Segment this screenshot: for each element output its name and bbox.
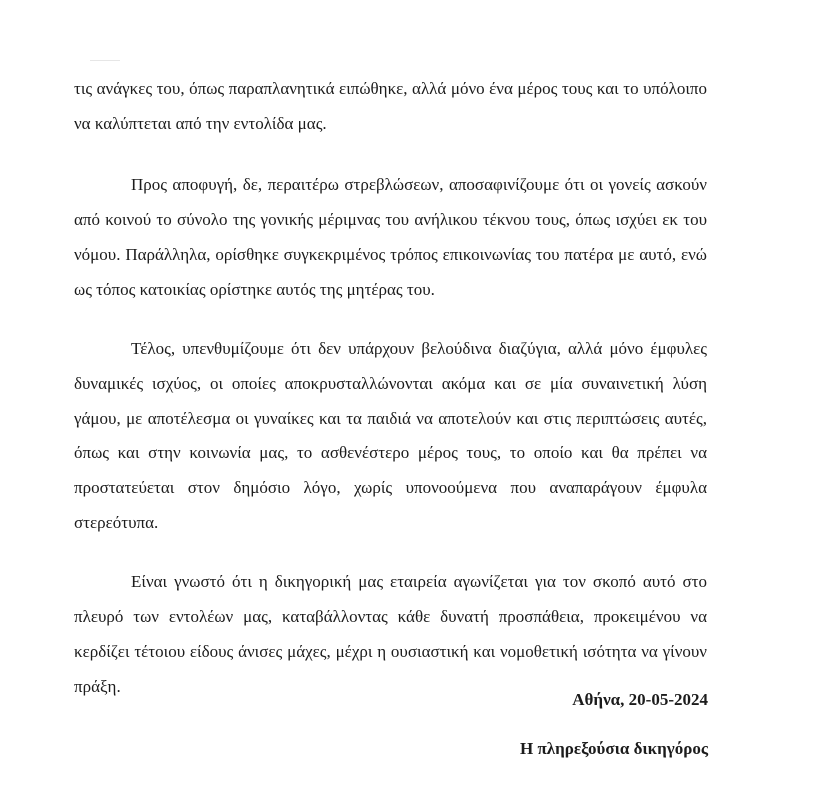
paragraph-law-firm: Είναι γνωστό ότι η δικηγορική μας εταιρεία αγωνίζεται για τον σκοπό αυτό στο πλευρό των εντολέων μας, καταβάλλοντας κάθε δυνατή προσπάθεια, προκειμένου να κερδίζει τέτοιου είδους άνισες μάχες, μέχρι η ουσιαστική και νομοθετική ισότητα να γίνουν πράξη. xyxy=(74,572,707,696)
scan-speck xyxy=(90,60,120,61)
paragraph-parental-care: Προς αποφυγή, δε, περαιτέρω στρεβλώσεων, αποσαφινίζουμε ότι οι γονείς ασκούν από κοινού το σύνολο της γονικής μέριμνας του ανήλικου τέκνου τους, όπως ισχύει εκ του νόμου. Παράλληλα, ορίσθηκε συγκεκριμένος τρόπος επικοινωνίας του πατέρα με αυτό, ενώ ως τόπος κατοικίας ορίστηκε αυτός της μητέρας του. xyxy=(74,175,707,299)
place-date: Αθήνα, 20-05-2024 xyxy=(572,690,708,709)
signatory-title: Η πληρεξούσια δικηγόρος xyxy=(520,739,708,758)
body-text xyxy=(74,72,707,729)
paragraph-continuation: τις ανάγκες του, όπως παραπλανητικά ειπώθηκε, αλλά μόνο ένα μέρος τους και το υπόλοιπο να καλύπτεται από την εντολίδα μας. xyxy=(74,79,707,133)
paragraph-gender-dynamics: Τέλος, υπενθυμίζουμε ότι δεν υπάρχουν βελούδινα διαζύγια, αλλά μόνο έμφυλες δυναμικές ισχύος, οι οποίες αποκρυσταλλώνονται ακόμα και σε μία συναινετική λύση γάμου, με αποτέλεσμα οι γυναίκες και τα παιδιά να αποτελούν και στις περιπτώσεις αυτές, όπως και στην κοινωνία μας, το ασθενέστερο μέρος τους, το οποίο και θα πρέπει να προστατεύεται στον δημόσιο λόγο, χωρίς υπονοούμενα που αναπαράγουν έμφυλα στερεότυπα. xyxy=(74,339,707,532)
